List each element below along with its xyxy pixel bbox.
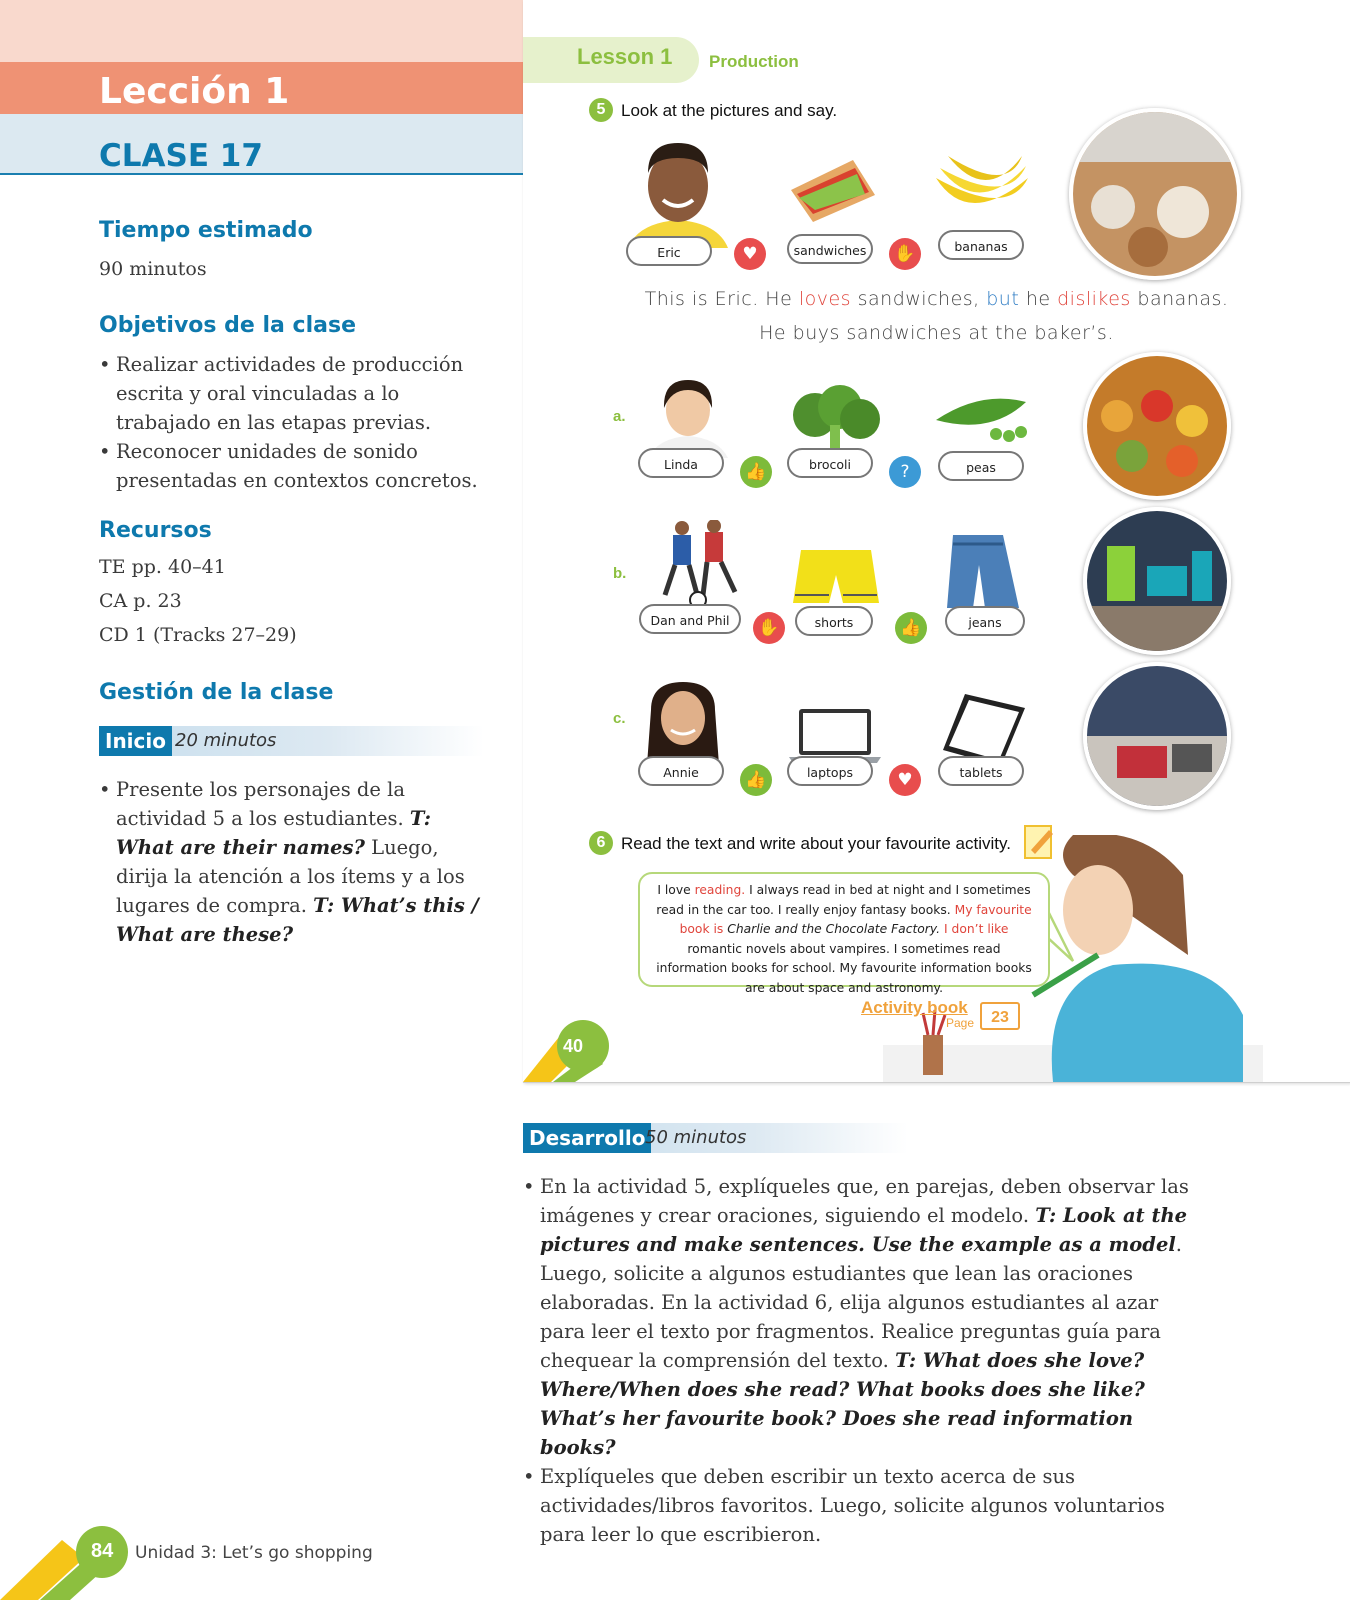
speech-bubble-tail <box>1047 905 1075 965</box>
label-pill: jeans <box>945 606 1025 636</box>
label-pill: tablets <box>938 756 1024 786</box>
bakery-photo <box>1069 108 1241 280</box>
section-label: Production <box>709 52 799 71</box>
footer-unit-title: Unidad 3: Let’s go shopping <box>135 1543 373 1563</box>
student-page-number: 40 <box>563 1036 584 1056</box>
recurso-item: CD 1 (Tracks 27–29) <box>99 624 297 646</box>
inicio-item: • Presente los personajes de la actividad 5 a los estudiantes. T: What are their names? Luego, dirija la atención a los ítems y a los lugares de compra. T: What’s this / What are these? <box>99 775 494 949</box>
leccion-title: Lección 1 <box>99 71 290 112</box>
desarrollo-list <box>523 1172 1208 1549</box>
example-sentence-line-2: He buys sandwiches at the baker’s. <box>759 322 1114 344</box>
footer-page-number: 84 <box>91 1540 114 1562</box>
lesson-tab-label: Lesson 1 <box>577 44 673 69</box>
brocoli-photo <box>785 385 885 457</box>
electronics-shop-photo <box>1083 662 1231 810</box>
activity-book-page-label: Page <box>946 1016 975 1030</box>
desarrollo-bar <box>523 1123 908 1153</box>
desarrollo-label: Desarrollo <box>523 1123 651 1153</box>
eric-photo <box>618 128 738 248</box>
recurso-item: CA p. 23 <box>99 590 182 612</box>
exercise-6-instruction: Read the text and write about your favourite activity. <box>621 834 1011 853</box>
inicio-bar <box>99 726 484 756</box>
peas-photo <box>931 390 1031 450</box>
clothes-shop-photo <box>1083 507 1231 655</box>
tiempo-heading: Tiempo estimado <box>99 218 313 243</box>
thumbs-up-icon: 👍 <box>740 456 772 488</box>
speech-bubble-text: I love reading. I always read in bed at night and I sometimes read in the car too. I really enjoy fantasy books. My favourite book is Charlie and the Chocolate Factory. I don’t like romantic novels about vampires. I sometimes read information books for school. My favourite information books are about space and astronomy. <box>638 872 1050 987</box>
objetivos-heading: Objetivos de la clase <box>99 313 356 338</box>
label-pill: laptops <box>787 756 873 786</box>
thumbs-up-icon: 👍 <box>895 612 927 644</box>
activity-book-page-number: 23 <box>980 1002 1020 1030</box>
dan-and-phil-photo <box>653 520 748 610</box>
exercise-5-instruction: Look at the pictures and say. <box>621 101 838 120</box>
example-sentence-line-1: This is Eric. He loves sandwiches, but he dislikes bananas. <box>644 288 1229 310</box>
objetivo-item: • Reconocer unidades de sonido presentadas en contextos concretos. <box>99 437 494 495</box>
thumbs-up-icon: 👍 <box>740 764 772 796</box>
desarrollo-time: 50 minutos <box>645 1127 747 1148</box>
sandwiches-photo <box>783 150 883 230</box>
thinking-face-icon: ? <box>889 456 921 488</box>
linda-photo <box>643 368 733 458</box>
label-pill: bananas <box>938 230 1024 260</box>
market-photo <box>1083 352 1231 500</box>
heart-icon: ♥ <box>734 238 766 270</box>
shorts-photo <box>791 545 881 607</box>
label-pill: Linda <box>638 448 724 478</box>
label-pill: brocoli <box>787 448 873 478</box>
recurso-item: TE pp. 40–41 <box>99 556 226 578</box>
student-book-page <box>523 0 1350 1083</box>
thumbs-down-icon: ✋ <box>889 238 921 270</box>
bananas-photo <box>928 148 1038 228</box>
clase-title: CLASE 17 <box>99 138 263 174</box>
label-pill: Dan and Phil <box>639 604 741 634</box>
activity-book-link[interactable]: Activity book <box>861 998 968 1017</box>
thumbs-down-icon: ✋ <box>753 612 785 644</box>
inicio-label: Inicio <box>99 726 172 756</box>
label-pill: peas <box>938 451 1024 481</box>
objetivos-list <box>99 350 494 495</box>
objetivo-item: • Realizar actividades de producción escrita y oral vinculadas a lo trabajado en las etapas previas. <box>99 350 494 437</box>
desarrollo-item: • Explíqueles que deben escribir un texto acerca de sus actividades/libros favoritos. Luego, solicite algunos voluntarios para leer lo que escribieron. <box>523 1462 1208 1549</box>
row-letter: c. <box>613 710 626 727</box>
heart-icon: ♥ <box>889 764 921 796</box>
label-pill: sandwiches <box>787 234 873 264</box>
exercise-6-number: 6 <box>589 831 613 855</box>
row-letter: b. <box>613 565 627 582</box>
label-pill: Annie <box>638 756 724 786</box>
gestion-heading: Gestión de la clase <box>99 680 334 705</box>
top-band <box>0 0 523 62</box>
desarrollo-item: • En la actividad 5, explíqueles que, en parejas, deben observar las imágenes y crear oraciones, siguiendo el modelo. T: Look at the pictures and make sentences. Use the example as a model. Luego, solicite a algunos estudiantes que lean las oraciones elaboradas. En la actividad 6, elija algunos estudiantes al azar para leer el texto por fragmentos. Realice preguntas guía para chequear la comprensión del texto. T: What does she love? Where/When does she read? What books does she like? What’s her favourite book? Does she read information books? <box>523 1172 1208 1462</box>
label-pill: shorts <box>795 606 873 636</box>
recursos-heading: Recursos <box>99 518 212 543</box>
inicio-time: 20 minutos <box>175 730 277 751</box>
tiempo-value: 90 minutos <box>99 258 207 280</box>
row-letter: a. <box>613 408 626 425</box>
inicio-list <box>99 775 494 949</box>
exercise-5-number: 5 <box>589 98 613 122</box>
jeans-photo <box>943 530 1023 610</box>
label-pill: Eric <box>626 236 712 266</box>
